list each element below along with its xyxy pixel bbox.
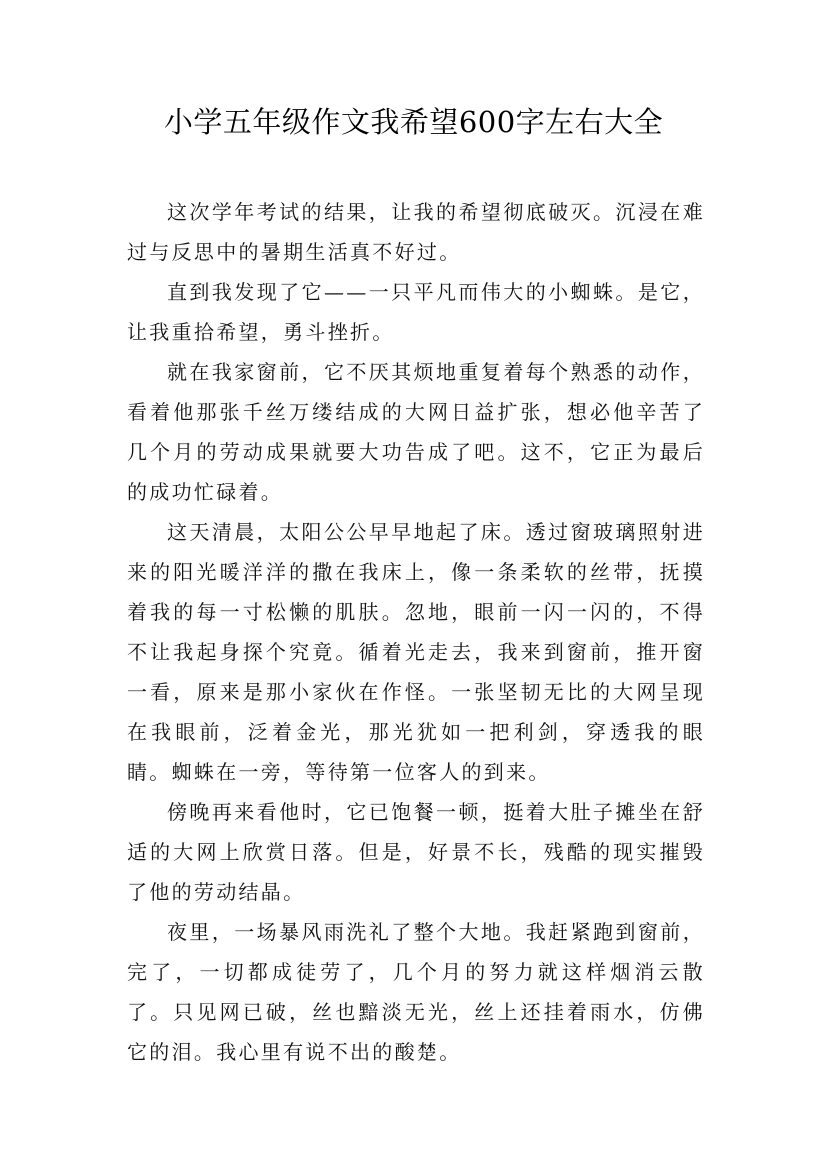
paragraph-2: 直到我发现了它——一只平凡而伟大的小蜘蛛。是它，让我重拾希望，勇斗挫折。 <box>127 280 705 344</box>
paragraph-1: 这次学年考试的结果，让我的希望彻底破灭。沉浸在难过与反思中的暑期生活真不好过。 <box>127 200 705 264</box>
essay-body <box>127 192 705 1072</box>
page-title: 小学五年级作文我希望600字左右大全 <box>163 105 664 139</box>
paragraph-4: 这天清晨，太阳公公早早地起了床。透过窗玻璃照射进来的阳光暖洋洋的撒在我床上，像一条柔软的丝带，抚摸着我的每一寸松懒的肌肤。忽地，眼前一闪一闪的，不得不让我起身探个究竟。循着光走去，我来到窗前，推开窗一看，原来是那小家伙在作怪。一张坚韧无比的大网呈现在我眼前，泛着金光，那光犹如一把利剑，穿透我的眼睛。蜘蛛在一旁，等待第一位客人的到来。 <box>127 520 705 784</box>
paragraph-3: 就在我家窗前，它不厌其烦地重复着每个熟悉的动作，看着他那张千丝万缕结成的大网日益扩张，想必他辛苦了几个月的劳动成果就要大功告成了吧。这不，它正为最后的成功忙碌着。 <box>127 360 705 504</box>
paragraph-6: 夜里，一场暴风雨洗礼了整个大地。我赶紧跑到窗前，完了，一切都成徒劳了，几个月的努力就这样烟消云散了。只见网已破，丝也黯淡无光，丝上还挂着雨水，仿佛它的泪。我心里有说不出的酸楚。 <box>127 920 705 1064</box>
paragraph-5: 傍晚再来看他时，它已饱餐一顿，挺着大肚子摊坐在舒适的大网上欣赏日落。但是，好景不长，残酷的现实摧毁了他的劳动结晶。 <box>127 800 705 904</box>
